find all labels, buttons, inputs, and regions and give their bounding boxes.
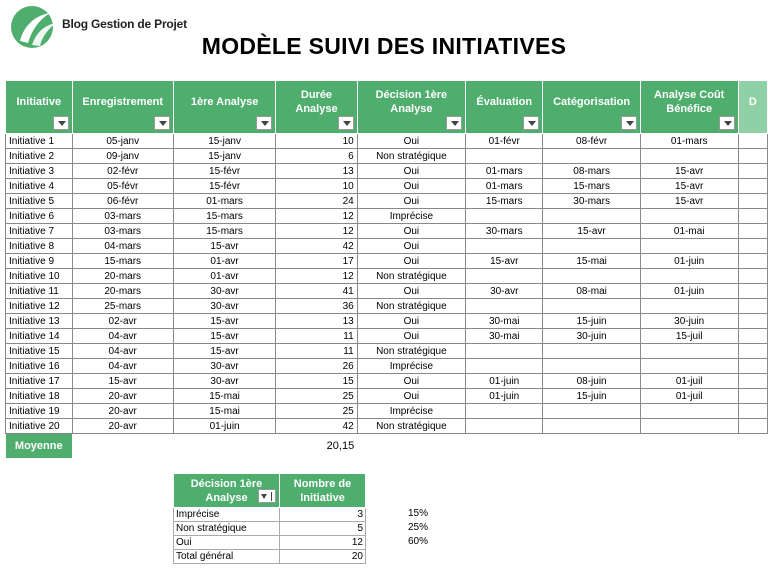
table-cell[interactable]: 20-avr (72, 389, 173, 404)
table-cell[interactable]: 30-avr (173, 299, 275, 314)
table-cell[interactable]: 30-mai (466, 329, 543, 344)
table-cell[interactable] (543, 359, 640, 374)
table-cell[interactable] (738, 134, 767, 149)
filter-dropdown-icon[interactable] (621, 116, 637, 130)
table-cell[interactable]: Initiative 14 (6, 329, 73, 344)
table-cell[interactable]: 15-mai (173, 389, 275, 404)
table-row (6, 374, 768, 389)
table-cell[interactable]: 15-avr (640, 194, 738, 209)
pivot-row (174, 522, 366, 536)
table-cell[interactable] (738, 224, 767, 239)
table-cell[interactable]: 09-janv (72, 149, 173, 164)
table-cell[interactable] (738, 284, 767, 299)
table-cell[interactable]: 04-avr (72, 344, 173, 359)
table-cell[interactable]: 20-avr (72, 419, 173, 434)
table-cell[interactable]: Non stratégique (357, 419, 465, 434)
pivot-header-decision: Décision 1ère Analyse (174, 474, 280, 508)
table-cell[interactable] (640, 359, 738, 374)
average-value: 20,15 (326, 439, 355, 452)
table-cell[interactable]: 30-mars (543, 194, 640, 209)
table-cell[interactable] (738, 149, 767, 164)
table-cell[interactable]: 12 (276, 224, 357, 239)
table-cell[interactable]: 01-avr (173, 254, 275, 269)
table-cell[interactable]: 25 (276, 404, 357, 419)
table-cell[interactable]: Initiative 4 (6, 179, 73, 194)
table-cell[interactable] (543, 269, 640, 284)
table-cell[interactable] (543, 344, 640, 359)
table-row (6, 404, 768, 419)
table-cell[interactable]: Oui (357, 314, 465, 329)
table-cell[interactable]: Initiative 5 (6, 194, 73, 209)
table-cell[interactable]: 04-mars (72, 239, 173, 254)
table-cell[interactable]: 15-avr (543, 224, 640, 239)
filter-dropdown-icon[interactable] (53, 116, 69, 130)
table-cell[interactable] (738, 179, 767, 194)
table-cell[interactable] (738, 374, 767, 389)
filter-dropdown-icon[interactable] (154, 116, 170, 130)
table-cell[interactable]: 42 (276, 419, 357, 434)
table-cell[interactable]: 15 (276, 374, 357, 389)
table-cell[interactable]: 15-juil (640, 329, 738, 344)
table-row (6, 329, 768, 344)
table-cell[interactable]: 01-juil (640, 374, 738, 389)
table-cell[interactable]: Imprécise (357, 359, 465, 374)
table-cell[interactable]: 01-févr (466, 134, 543, 149)
pivot-total-row (174, 550, 366, 564)
table-cell[interactable]: Non stratégique (357, 269, 465, 284)
table-cell[interactable]: 15-juin (543, 389, 640, 404)
table-cell[interactable]: 08-mai (543, 284, 640, 299)
table-cell[interactable]: 01-juin (466, 374, 543, 389)
table-cell[interactable]: 15-avr (640, 164, 738, 179)
table-cell[interactable]: Oui (357, 179, 465, 194)
percent-value: 15% (407, 508, 428, 519)
table-cell[interactable]: 08-juin (543, 374, 640, 389)
table-cell[interactable]: 15-févr (173, 179, 275, 194)
table-cell[interactable]: Oui (357, 374, 465, 389)
table-body (6, 134, 768, 434)
pivot-row-count[interactable]: 5 (280, 522, 366, 536)
average-label: Moyenne (6, 434, 73, 459)
table-cell[interactable]: 01-juin (640, 284, 738, 299)
table-row (6, 284, 768, 299)
pivot-total-label[interactable]: Total général (174, 550, 280, 564)
table-cell[interactable] (738, 389, 767, 404)
table-cell[interactable]: 11 (276, 344, 357, 359)
table-cell[interactable]: 12 (276, 269, 357, 284)
table-cell[interactable]: 01-mars (466, 179, 543, 194)
table-cell[interactable]: 01-mai (640, 224, 738, 239)
table-cell[interactable]: Initiative 9 (6, 254, 73, 269)
table-cell[interactable]: Initiative 12 (6, 299, 73, 314)
table-cell[interactable]: 08-mars (543, 164, 640, 179)
table-cell[interactable]: Non stratégique (357, 149, 465, 164)
table-cell[interactable]: Initiative 7 (6, 224, 73, 239)
table-row (6, 134, 768, 149)
filter-dropdown-icon[interactable] (523, 116, 539, 130)
table-cell[interactable]: 20-mars (72, 269, 173, 284)
table-row (6, 209, 768, 224)
table-cell[interactable]: Initiative 16 (6, 359, 73, 374)
table-cell[interactable]: 05-févr (72, 179, 173, 194)
table-cell[interactable] (640, 419, 738, 434)
col-header-enregistrement: Enregistrement (72, 81, 173, 134)
table-cell[interactable]: 01-juin (173, 419, 275, 434)
table-cell[interactable]: 25-mars (72, 299, 173, 314)
table-cell[interactable]: 11 (276, 329, 357, 344)
table-cell[interactable]: 04-avr (72, 359, 173, 374)
table-cell[interactable] (738, 419, 767, 434)
table-cell[interactable] (738, 404, 767, 419)
col-header-evaluation: Évaluation (466, 81, 543, 134)
table-row (6, 299, 768, 314)
col-header-decision: Décision 1ère Analyse (357, 81, 465, 134)
table-cell[interactable]: Oui (357, 164, 465, 179)
percent-value: 25% (407, 522, 428, 533)
filter-dropdown-icon[interactable] (446, 116, 462, 130)
table-cell[interactable] (738, 164, 767, 179)
table-cell[interactable]: 15-mars (466, 194, 543, 209)
table-cell[interactable] (640, 404, 738, 419)
table-cell[interactable] (640, 149, 738, 164)
table-cell[interactable]: 36 (276, 299, 357, 314)
table-cell[interactable]: Initiative 8 (6, 239, 73, 254)
table-cell[interactable]: Initiative 10 (6, 269, 73, 284)
table-cell[interactable]: 12 (276, 209, 357, 224)
table-cell[interactable] (543, 404, 640, 419)
table-row (6, 419, 768, 434)
table-cell[interactable] (466, 404, 543, 419)
table-cell[interactable]: Initiative 15 (6, 344, 73, 359)
table-cell[interactable]: 15-mars (173, 224, 275, 239)
table-cell[interactable]: 15-janv (173, 134, 275, 149)
table-cell[interactable]: 15-mars (72, 254, 173, 269)
pivot-row (174, 536, 366, 550)
table-cell[interactable]: Initiative 19 (6, 404, 73, 419)
col-header-premiere-analyse: 1ère Analyse (173, 81, 275, 134)
table-cell[interactable] (738, 269, 767, 284)
pivot-header-count: Nombre de Initiative (280, 474, 366, 508)
table-row (6, 344, 768, 359)
table-cell[interactable]: 15-avr (72, 374, 173, 389)
pivot-row-label[interactable]: Imprécise (174, 508, 280, 522)
col-header-cut: D (738, 81, 767, 134)
table-cell[interactable]: 15-avr (173, 344, 275, 359)
table-header-row (6, 81, 768, 134)
table-cell[interactable]: Oui (357, 239, 465, 254)
table-cell[interactable] (466, 209, 543, 224)
table-cell[interactable] (543, 239, 640, 254)
table-cell[interactable]: 30-mars (466, 224, 543, 239)
table-row (6, 149, 768, 164)
table-cell[interactable] (466, 269, 543, 284)
table-cell[interactable] (640, 209, 738, 224)
table-cell[interactable] (738, 194, 767, 209)
table-cell[interactable]: 20-mars (72, 284, 173, 299)
percent-value: 60% (407, 536, 428, 547)
table-cell[interactable]: Oui (357, 134, 465, 149)
table-cell[interactable]: 15-févr (173, 164, 275, 179)
table-cell[interactable]: Non stratégique (357, 299, 465, 314)
pivot-filter-sort-icon[interactable] (258, 489, 276, 503)
table-cell[interactable]: 30-mai (466, 314, 543, 329)
filter-dropdown-icon[interactable] (338, 116, 354, 130)
table-cell[interactable]: Oui (357, 224, 465, 239)
table-cell[interactable]: 26 (276, 359, 357, 374)
table-cell[interactable]: 30-juin (543, 329, 640, 344)
table-cell[interactable]: Initiative 17 (6, 374, 73, 389)
table-cell[interactable] (543, 149, 640, 164)
table-cell[interactable]: Initiative 18 (6, 389, 73, 404)
table-cell[interactable]: 01-juin (640, 254, 738, 269)
col-header-initiative: Initiative (6, 81, 73, 134)
table-cell[interactable]: 01-mars (173, 194, 275, 209)
table-cell[interactable]: Initiative 3 (6, 164, 73, 179)
table-cell[interactable]: 13 (276, 164, 357, 179)
table-cell[interactable]: 02-avr (72, 314, 173, 329)
table-cell[interactable] (738, 254, 767, 269)
pivot-row-label[interactable]: Oui (174, 536, 280, 550)
col-header-categorisation: Catégorisation (543, 81, 640, 134)
table-cell[interactable] (543, 419, 640, 434)
table-cell[interactable] (738, 344, 767, 359)
table-row (6, 359, 768, 374)
table-cell[interactable]: 03-mars (72, 224, 173, 239)
table-cell[interactable] (466, 419, 543, 434)
table-cell[interactable]: 06-févr (72, 194, 173, 209)
table-cell[interactable]: Initiative 2 (6, 149, 73, 164)
table-cell[interactable]: Initiative 11 (6, 284, 73, 299)
filter-dropdown-icon[interactable] (719, 116, 735, 130)
table-cell[interactable]: 25 (276, 389, 357, 404)
table-cell[interactable]: 41 (276, 284, 357, 299)
table-cell[interactable]: 15-mai (173, 404, 275, 419)
table-cell[interactable]: 15-avr (640, 179, 738, 194)
table-cell[interactable]: 15-avr (173, 314, 275, 329)
table-cell[interactable]: 30-juin (640, 314, 738, 329)
pivot-body (174, 508, 366, 564)
table-cell[interactable] (640, 239, 738, 254)
table-cell[interactable]: 04-avr (72, 329, 173, 344)
table-cell[interactable] (640, 344, 738, 359)
table-cell[interactable]: Oui (357, 284, 465, 299)
table-cell[interactable]: 30-avr (173, 359, 275, 374)
table-cell[interactable]: 15-juin (543, 314, 640, 329)
table-cell[interactable] (640, 269, 738, 284)
table-cell[interactable]: Initiative 20 (6, 419, 73, 434)
pivot-row-count[interactable]: 12 (280, 536, 366, 550)
table-row (6, 239, 768, 254)
table-cell[interactable] (466, 359, 543, 374)
table-cell[interactable]: 15-mai (543, 254, 640, 269)
col-header-analyse-cout: Analyse Coût Bénéfice (640, 81, 738, 134)
table-cell[interactable] (543, 209, 640, 224)
table-cell[interactable] (738, 359, 767, 374)
pivot-row-count[interactable]: 3 (280, 508, 366, 522)
table-cell[interactable]: Oui (357, 389, 465, 404)
table-cell[interactable]: Oui (357, 329, 465, 344)
table-cell[interactable] (738, 329, 767, 344)
table-cell[interactable]: 15-mars (543, 179, 640, 194)
table-cell[interactable]: 30-avr (466, 284, 543, 299)
table-cell[interactable] (738, 314, 767, 329)
table-cell[interactable]: 01-juin (466, 389, 543, 404)
table-cell[interactable]: Initiative 13 (6, 314, 73, 329)
brand-name: Blog Gestion de Projet (62, 17, 187, 31)
table-cell[interactable]: Imprécise (357, 209, 465, 224)
average-row (6, 434, 768, 459)
table-cell[interactable] (640, 299, 738, 314)
pivot-row (174, 508, 366, 522)
table-cell[interactable] (466, 299, 543, 314)
table-cell[interactable]: Non stratégique (357, 344, 465, 359)
table-cell[interactable] (466, 149, 543, 164)
table-cell[interactable]: Imprécise (357, 404, 465, 419)
table-cell[interactable]: 24 (276, 194, 357, 209)
pivot-total-count[interactable]: 20 (280, 550, 366, 564)
table-cell[interactable]: 01-mars (640, 134, 738, 149)
table-row (6, 269, 768, 284)
table-cell[interactable]: 01-mars (466, 164, 543, 179)
table-cell[interactable] (738, 209, 767, 224)
table-cell[interactable] (543, 299, 640, 314)
col-header-duree-analyse: Durée Analyse (276, 81, 357, 134)
table-cell[interactable]: 02-févr (72, 164, 173, 179)
table-cell[interactable] (738, 239, 767, 254)
table-cell[interactable] (738, 299, 767, 314)
table-cell[interactable]: 17 (276, 254, 357, 269)
table-cell[interactable]: 20-avr (72, 404, 173, 419)
pivot-row-label[interactable]: Non stratégique (174, 522, 280, 536)
table-row (6, 314, 768, 329)
table-cell[interactable] (466, 344, 543, 359)
table-cell[interactable]: 15-mars (173, 209, 275, 224)
table-cell[interactable]: 10 (276, 134, 357, 149)
table-row (6, 224, 768, 239)
table-cell[interactable]: 30-avr (173, 374, 275, 389)
table-cell[interactable]: 03-mars (72, 209, 173, 224)
table-row (6, 194, 768, 209)
table-cell[interactable]: 13 (276, 314, 357, 329)
table-cell[interactable]: 01-avr (173, 269, 275, 284)
table-row (6, 389, 768, 404)
table-cell[interactable]: 15-avr (173, 329, 275, 344)
table-cell[interactable]: 30-avr (173, 284, 275, 299)
initiatives-table (5, 80, 768, 458)
table-cell[interactable]: 15-avr (173, 239, 275, 254)
table-cell[interactable]: Initiative 1 (6, 134, 73, 149)
table-cell[interactable]: 42 (276, 239, 357, 254)
table-cell[interactable]: 05-janv (72, 134, 173, 149)
table-row (6, 164, 768, 179)
table-cell[interactable]: 6 (276, 149, 357, 164)
table-row (6, 254, 768, 269)
table-cell[interactable] (466, 239, 543, 254)
table-cell[interactable]: 08-févr (543, 134, 640, 149)
table-cell[interactable]: Oui (357, 254, 465, 269)
table-cell[interactable]: 10 (276, 179, 357, 194)
pivot-table (173, 473, 366, 564)
table-cell[interactable]: Initiative 6 (6, 209, 73, 224)
page-title: MODÈLE SUIVI DES INITIATIVES (201, 33, 567, 59)
filter-dropdown-icon[interactable] (256, 116, 272, 130)
table-cell[interactable]: 15-janv (173, 149, 275, 164)
table-cell[interactable]: 15-avr (466, 254, 543, 269)
table-cell[interactable]: 01-juil (640, 389, 738, 404)
table-row (6, 179, 768, 194)
table-cell[interactable]: Oui (357, 194, 465, 209)
